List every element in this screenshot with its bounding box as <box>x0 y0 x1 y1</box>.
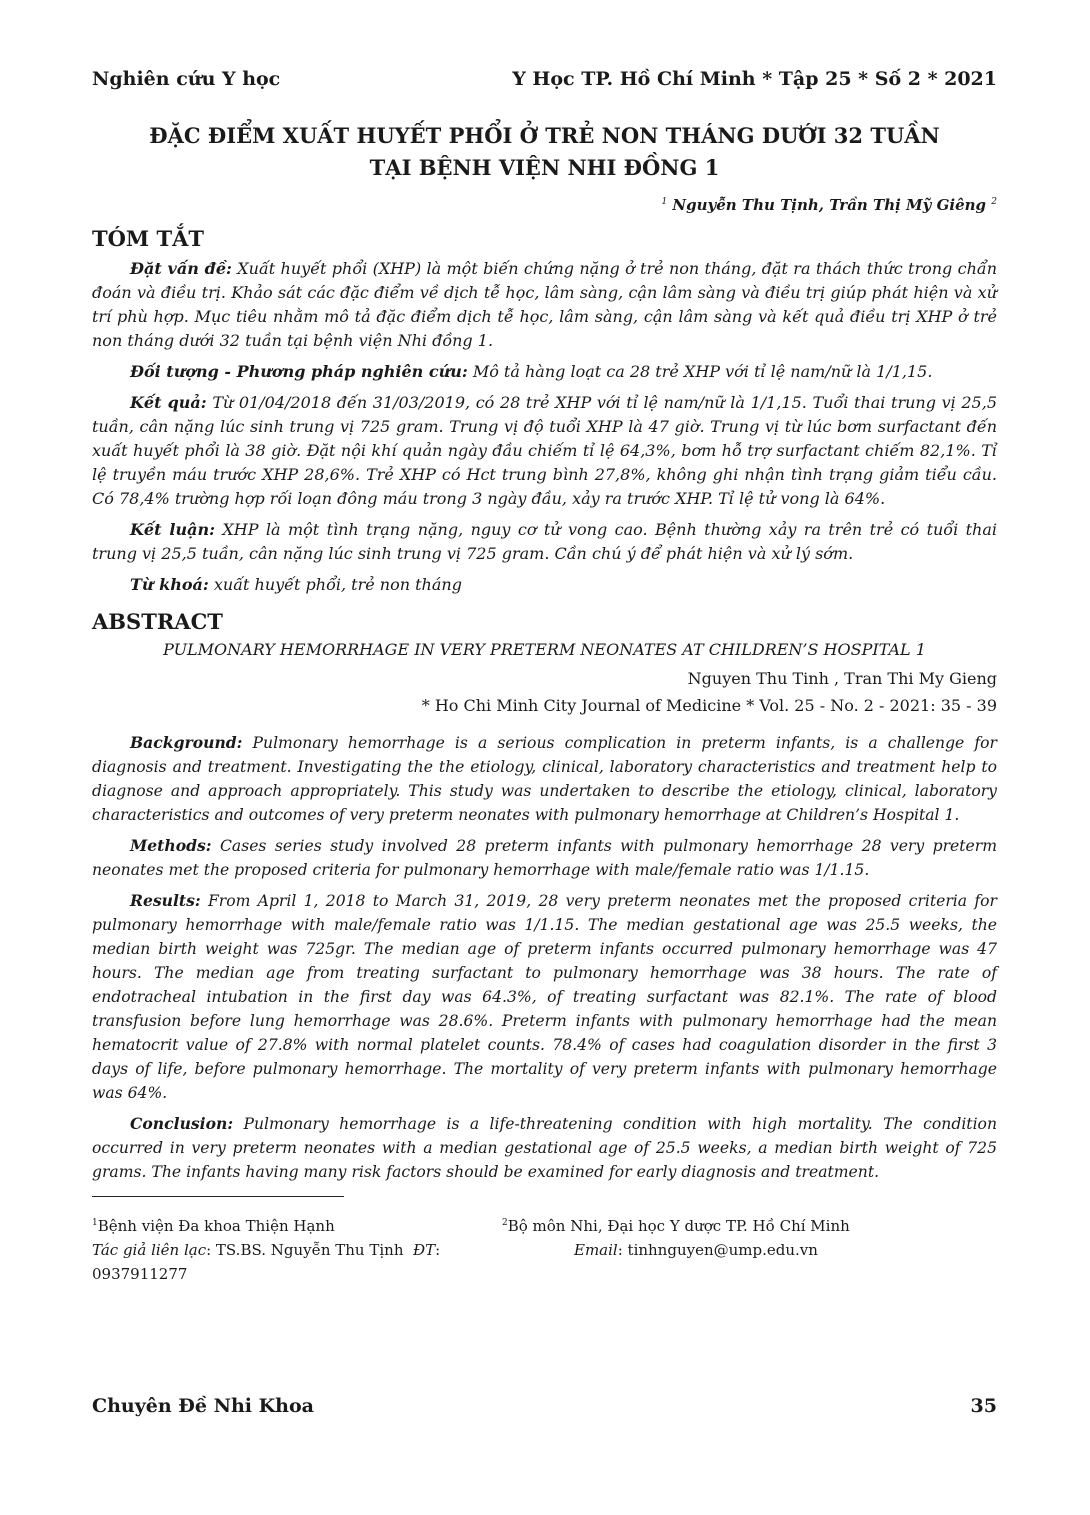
abstract-title: PULMONARY HEMORRHAGE IN VERY PRETERM NEONATES AT CHILDREN’S HOSPITAL 1 <box>163 640 926 659</box>
paragraph-lead: Methods: <box>130 836 212 855</box>
abstract-citation: * Ho Chi Minh City Journal of Medicine * Vol. 25 - No. 2 - 2021: 35 - 39 <box>421 696 997 715</box>
summary-paragraph <box>92 360 997 384</box>
abstract-paragraph <box>92 834 997 882</box>
paragraph-text: Mô tả hàng loạt ca 28 trẻ XHP với tỉ lệ nam/nữ là 1/1,15. <box>467 362 933 381</box>
paragraph-text: Xuất huyết phổi (XHP) là một biến chứng nặng ở trẻ non tháng, đặt ra thách thức trong chẩn đoán và điều trị. Khảo sát các đặc điểm về dịch tễ học, lâm sàng, cận lâm sàng và điều trị giúp phát hiện và xử trí phù hợp. Mục tiêu nhằm mô tả đặc điểm dịch tễ học, lâm sàng, cận lâm sàng và kết quả điều trị XHP ở trẻ non tháng dưới 32 tuần tại bệnh viện Nhi đồng 1. <box>92 259 997 350</box>
affiliation-2-text: Bộ môn Nhi, Đại học Y dược TP. Hồ Chí Minh <box>507 1217 850 1235</box>
email-address: : tinhnguyen@ump.edu.vn <box>617 1241 818 1259</box>
summary-body <box>92 257 997 597</box>
summary-heading: TÓM TẮT <box>92 226 205 251</box>
paragraph-lead: Background: <box>130 733 243 752</box>
paragraph-text: Từ 01/04/2018 đến 31/03/2019, có 28 trẻ XHP với tỉ lệ nam/nữ là 1/1,15. Tuổi thai trung vị 25,5 tuần, cân nặng lúc sinh trung vị 725 gram. Trung vị độ tuổi XHP là 47 giờ. Trung vị từ lúc bơm surfactant đến xuất huyết phổi là 38 giờ. Đặt nội khí quản ngày đầu chiếm tỉ lệ 64,3%, bơm hỗ trợ surfactant chiếm 82,1%. Tỉ lệ truyền máu trước XHP 28,6%. Trẻ XHP có Hct trung bình 27,8%, không ghi nhận tình trạng giảm tiểu cầu. Có 78,4% trường hợp rối loạn đông máu trong 3 ngày đầu, xảy ra trước XHP. Tỉ lệ tử vong là 64%. <box>92 393 997 508</box>
paragraph-text: From April 1, 2018 to March 31, 2019, 28 very preterm neonates met the proposed criteria for pulmonary hemorrhage with male/female ratio was 1/1.15. The median gestational age was 25.5 weeks, the median birth weight was 725gr. The median age of preterm infants occurred pulmonary hemorrhage was 47 hours. The median age from treating surfactant to pulmonary hemorrhage was 38 hours. The rate of endotracheal intubation in the first day was 64.3%, of treating surfactant was 82.1%. The rate of blood transfusion before lung hemorrhage was 28.6%. Preterm infants with pulmonary hemorrhage had the mean hematocrit value of 27.8% with normal platelet counts. 78.4% of cases had coagulation disorder in the first 3 days of life, before pulmonary hemorrhage. The mortality of very preterm infants with pulmonary hemorrhage was 64%. <box>92 892 997 1102</box>
article-page <box>92 68 997 1286</box>
header-journal: Y Học TP. Hồ Chí Minh * Tập 25 * Số 2 * 2021 <box>512 68 997 90</box>
title-line-1: ĐẶC ĐIỂM XUẤT HUYẾT PHỔI Ở TRẺ NON THÁNG DƯỚI 32 TUẦN <box>149 123 940 148</box>
phone-number: : 0937911277 <box>92 1241 441 1283</box>
paragraph-lead: Kết quả: <box>130 393 207 412</box>
paragraph-text: XHP là một tình trạng nặng, nguy cơ tử vong cao. Bệnh thường xảy ra trên trẻ có tuổi thai trung vị 25,5 tuần, cân nặng lúc sinh trung vị 725 gram. Cần chú ý để phát hiện và xử lý sớm. <box>92 520 997 563</box>
page-number: 35 <box>970 1395 997 1417</box>
author-names: Nguyễn Thu Tịnh, Trần Thị Mỹ Giêng <box>672 196 987 214</box>
contact-name: : TS.BS. Nguyễn Thu Tịnh <box>206 1241 404 1259</box>
abstract-paragraph <box>92 731 997 827</box>
contact-line <box>92 1238 997 1286</box>
summary-paragraph <box>92 257 997 353</box>
paragraph-text: Pulmonary hemorrhage is a life-threatening condition with high mortality. The condition occurred in very preterm neonates with a median gestational age of 25.5 weeks, a median birth weight of 725 grams. The infants having many risk factors should be examined for early diagnosis and treatment. <box>92 1115 997 1181</box>
paragraph-text: Cases series study involved 28 preterm infants with pulmonary hemorrhage 28 very preterm neonates met the proposed criteria for pulmonary hemorrhage with male/female ratio was 1/1.15. <box>92 837 997 879</box>
running-header <box>92 68 997 90</box>
paragraph-text: Pulmonary hemorrhage is a serious complication in preterm infants, is a challenge for diagnosis and treatment. Investigating the the etiology, clinical, laboratory characteristics and treatment help to diagnose and approach appropriately. This study was undertaken to describe the etiology, clinical, laboratory characteristics and outcomes of very preterm neonates with pulmonary hemorrhage at Children’s Hospital 1. <box>92 734 997 824</box>
contact-label: Tác giả liên lạc <box>92 1241 207 1259</box>
paragraph-lead: Đối tượng - Phương pháp nghiên cứu: <box>130 362 468 381</box>
paragraph-lead: Đặt vấn đề: <box>130 259 232 278</box>
paragraph-lead: Từ khoá: <box>130 575 209 594</box>
author-list <box>92 196 997 214</box>
paragraph-lead: Conclusion: <box>130 1114 234 1133</box>
footer-issue: Chuyên Đề Nhi Khoa <box>92 1395 314 1417</box>
affiliation-1-text: Bệnh viện Đa khoa Thiện Hạnh <box>97 1217 335 1235</box>
affiliation-1 <box>92 1211 502 1238</box>
summary-paragraph <box>92 573 997 597</box>
author-sup-1: 1 <box>661 197 668 207</box>
abstract-heading: ABSTRACT <box>92 609 223 634</box>
affiliation-2-sup: 2 <box>502 1218 508 1228</box>
header-section: Nghiên cứu Y học <box>92 68 281 90</box>
title-line-2: TẠI BỆNH VIỆN NHI ĐỒNG 1 <box>369 155 720 180</box>
summary-paragraph <box>92 518 997 566</box>
paragraph-text: xuất huyết phổi, trẻ non tháng <box>208 575 462 594</box>
footnote-divider <box>92 1196 344 1197</box>
affiliation-2 <box>502 1211 850 1238</box>
abstract-authors: Nguyen Thu Tinh , Tran Thi My Gieng <box>687 669 997 688</box>
phone-label: ĐT <box>413 1241 436 1259</box>
affiliation-1-sup: 1 <box>92 1218 98 1228</box>
abstract-paragraph <box>92 1112 997 1184</box>
contact-author <box>92 1238 502 1286</box>
abstract-body <box>92 731 997 1184</box>
contact-email <box>574 1238 818 1286</box>
paragraph-lead: Results: <box>130 891 201 910</box>
footnotes <box>92 1211 997 1286</box>
email-label: Email <box>574 1241 618 1259</box>
abstract-paragraph <box>92 889 997 1105</box>
article-title <box>92 120 997 184</box>
author-sup-2: 2 <box>991 197 997 207</box>
summary-paragraph <box>92 391 997 511</box>
paragraph-lead: Kết luận: <box>130 520 215 539</box>
affiliations <box>92 1211 997 1238</box>
running-footer <box>92 1395 997 1417</box>
